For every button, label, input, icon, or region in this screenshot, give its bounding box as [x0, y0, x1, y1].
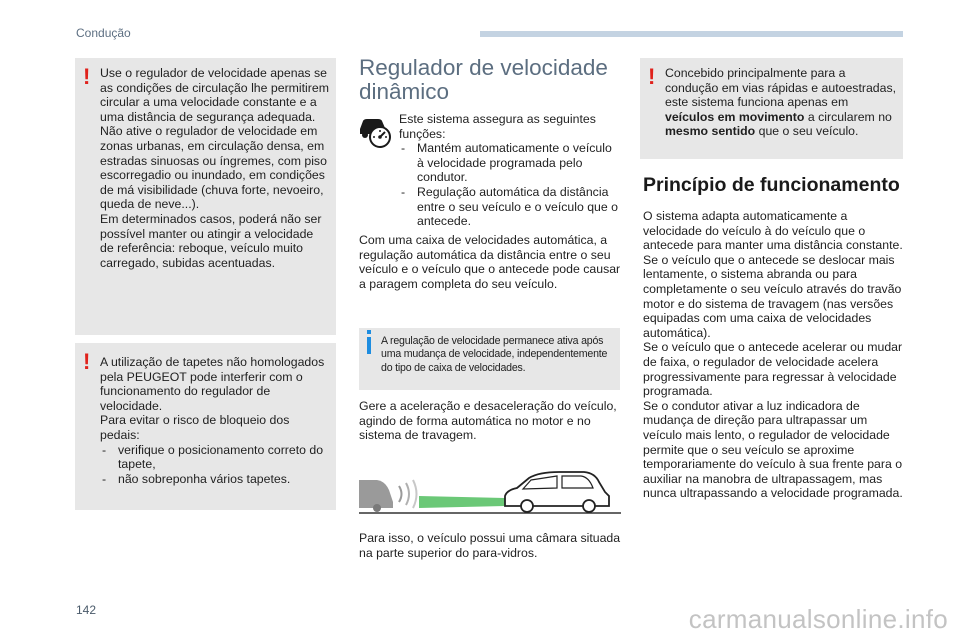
watermark: carmanualsonline.info: [688, 604, 948, 634]
text-span: a circularem no: [804, 109, 892, 124]
paragraph: Se o veículo que o antecede se deslocar mais lentamente, o sistema abranda ou para completamente o seu veículo através do travão motor e do sistema de travagem (nas versões equipadas com uma caixa de velocidades automática).: [643, 252, 902, 340]
warning-box-usage: [75, 58, 336, 335]
speedometer-car-icon: [358, 114, 392, 153]
warning-exclamation-icon: !: [648, 64, 656, 89]
warning-paragraph: Para evitar o risco de bloqueio dos pedais:: [100, 413, 290, 442]
list-item: - Regulação automática da distância entre o seu veículo e o veículo que o antecede.: [399, 185, 621, 229]
warning-paragraph: Use o regulador de velocidade apenas se as condições de circulação lhe permitirem circular a uma velocidade constante e a uma distância de segurança adequada.: [100, 66, 329, 124]
warning-paragraph: A utilização de tapetes não homologados pela PEUGEOT pode interferir com o funcionamento do regulador de velocidade.: [100, 355, 325, 413]
warning-exclamation-icon: !: [83, 64, 91, 89]
bold-text: mesmo sentido: [665, 124, 756, 139]
page-number: 142: [76, 603, 97, 617]
paragraph: Se o condutor ativar a luz indicadora de mudança de direção para ultrapassar um veículo mais lento, o regulador de velocidade permite que o seu veículo se aproxime temporariamente do veículo à sua frente para o auxiliar na manobra de ultrapassagem, mas nunca ultrapassando a velocidade programada.: [643, 398, 903, 501]
adaptive-cruise-illustration: [359, 468, 621, 523]
section-header-label: Condução: [76, 26, 131, 40]
camera-paragraph: [359, 531, 621, 560]
paragraph: Se o veículo que o antecede acelerar ou mudar de faixa, o regulador de velocidade acelera progressivamente para regressar à velocidade programada.: [643, 340, 903, 399]
warning-paragraph: Não ative o regulador de velocidade em zonas urbanas, em circulação densa, em estradas sinuosas ou íngremes, com piso escorregadio ou inundado, em condições de má visibilidade (chuva forte, nevoeiro, queda de neve...).: [100, 124, 327, 212]
info-icon: [367, 330, 371, 334]
paragraph: Para isso, o veículo possui uma câmara situada na parte superior do para-vidros.: [359, 531, 621, 560]
paragraph: O sistema adapta automaticamente a velocidade do veículo à do veículo que o antecede para manter uma distância constante.: [643, 209, 903, 253]
text-span: que o seu veículo.: [755, 124, 859, 139]
page-title: Regulador de velocidade dinâmico: [359, 55, 608, 104]
list-item: - verifique o posicionamento correto do tapete,: [100, 443, 330, 472]
acceleration-paragraph: [359, 399, 621, 443]
bold-text: veículos em movimento: [665, 109, 805, 124]
paragraph: Gere a aceleração e desaceleração do veículo, agindo de forma automática no motor e no sistema de travagem.: [359, 399, 617, 443]
info-text: A regulação de velocidade permanece ativa após uma mudança de velocidade, independentemente do tipo de caixa de velocidades.: [381, 335, 608, 374]
info-icon-bar: [367, 337, 371, 354]
warning-exclamation-icon: !: [83, 349, 91, 374]
warning-box-conditions: [640, 58, 903, 159]
warning-list: [100, 443, 330, 487]
list-item: - Mantém automaticamente o veículo à velocidade programada pelo condutor.: [399, 141, 621, 185]
auto-gearbox-paragraph: [359, 233, 621, 291]
list-item: - não sobreponha vários tapetes.: [100, 472, 330, 487]
warning-paragraph: Em determinados casos, poderá não ser possível manter ou atingir a velocidade de referência: reboque, veículo muito carregado, subidas acentuadas.: [100, 211, 322, 270]
section-title: Princípio de funcionamento: [643, 174, 900, 196]
warning-box-mats: [75, 343, 336, 510]
functions-block: [399, 112, 621, 229]
header-accent-bar: [480, 31, 903, 37]
paragraph: Com uma caixa de velocidades automática, a regulação automática da distância entre o seu veículo e o veículo que o antecede pode causar a paragem completa do seu veículo.: [359, 233, 621, 291]
info-box: [359, 328, 620, 390]
functions-intro: Este sistema assegura as seguintes funções:: [399, 112, 596, 141]
principle-paragraphs: [643, 209, 905, 501]
functions-list: [399, 141, 621, 229]
text-span: Concebido principalmente para a condução em vias rápidas e autoestradas, este sistema funciona apenas em: [665, 66, 897, 110]
warning-paragraph: [665, 66, 897, 139]
